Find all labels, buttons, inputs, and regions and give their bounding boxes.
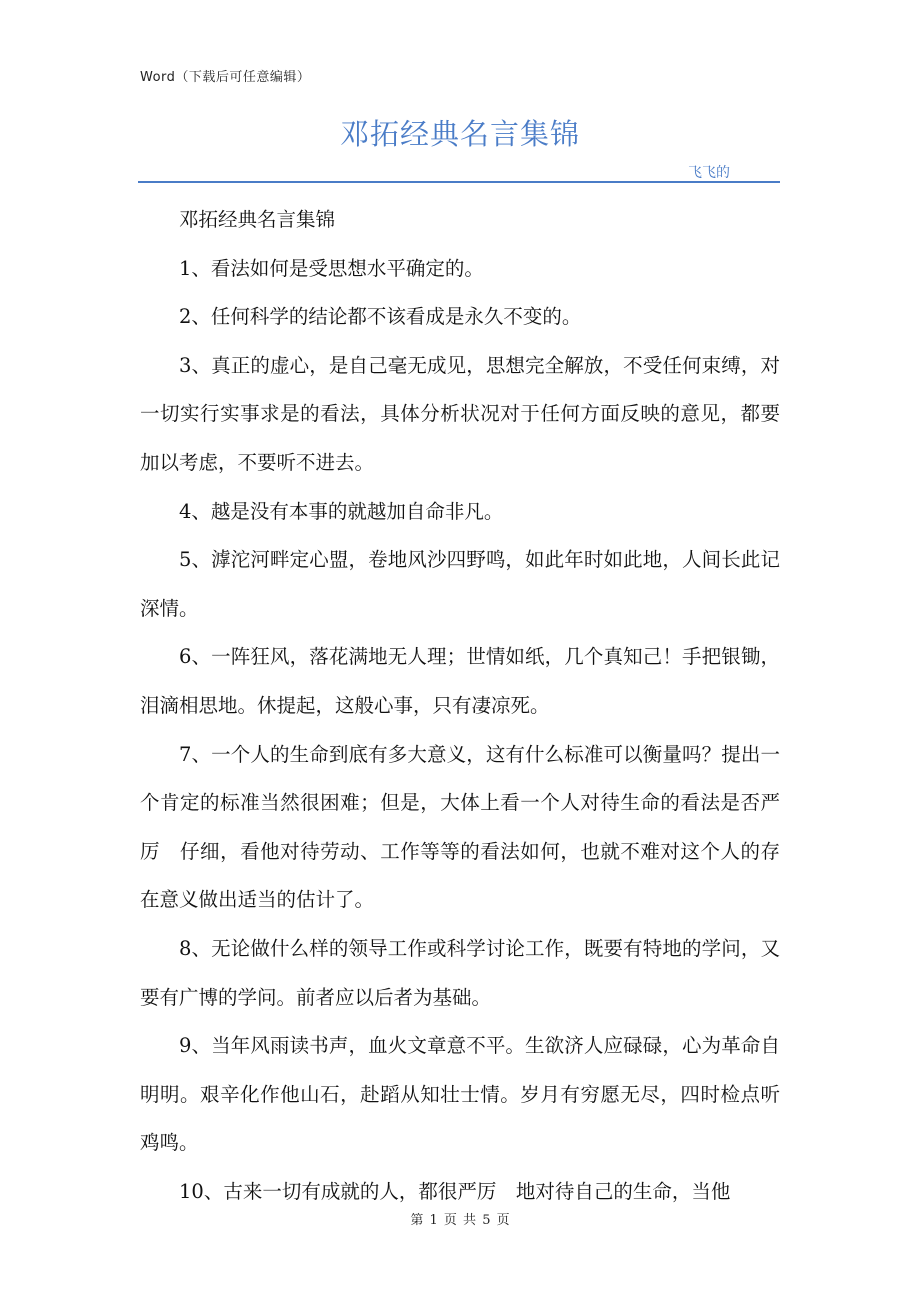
paragraph: 10、古来一切有成就的人，都很严厉 地对待自己的生命，当他 xyxy=(179,1179,731,1203)
paragraph: 6、一阵狂风，落花满地无人理；世情如纸，几个真知己！手把银锄，泪滴相思地。休提起，这般心事，只有凄凉死。 xyxy=(140,645,780,717)
title-divider xyxy=(138,181,780,183)
header-note: Word（下载后可任意编辑） xyxy=(140,70,311,85)
paragraph: 2、任何科学的结论都不该看成是永久不变的。 xyxy=(179,305,582,329)
document-body xyxy=(140,196,780,1216)
paragraph: 7、一个人的生命到底有多大意义，这有什么标准可以衡量吗？提出一个肯定的标准当然很困难；但是，大体上看一个人对待生命的看法是否严厉 仔细，看他对待劳动、工作等等的看法如何，也就不难对这个人的存在意义做出适当的估计了。 xyxy=(140,742,780,912)
paragraph: 3、真正的虚心，是自己毫无成见，思想完全解放，不受任何束缚，对一切实行实事求是的看法，具体分析状况对于任何方面反映的意见，都要加以考虑，不要听不进去。 xyxy=(140,353,780,474)
document-title: 邓拓经典名言集锦 xyxy=(339,117,580,151)
paragraph: 邓拓经典名言集锦 xyxy=(179,208,336,231)
author-name: 飞飞的 xyxy=(688,165,730,181)
paragraph: 9、当年风雨读书声，血火文章意不平。生欲济人应碌碌，心为革命自明明。艰辛化作他山石，赴蹈从知壮士情。岁月有穷愿无尽，四时检点听鸡鸣。 xyxy=(140,1034,780,1155)
paragraph: 8、无论做什么样的领导工作或科学讨论工作，既要有特地的学问，又要有广博的学问。前者应以后者为基础。 xyxy=(140,936,780,1009)
paragraph: 5、滹沱河畔定心盟，卷地风沙四野鸣，如此年时如此地，人间长此记深情。 xyxy=(140,548,780,620)
paragraph: 4、越是没有本事的就越加自命非凡。 xyxy=(179,499,504,523)
page-footer: 第 1 页 共 5 页 xyxy=(410,1213,510,1228)
paragraph: 1、看法如何是受思想水平确定的。 xyxy=(179,256,484,280)
